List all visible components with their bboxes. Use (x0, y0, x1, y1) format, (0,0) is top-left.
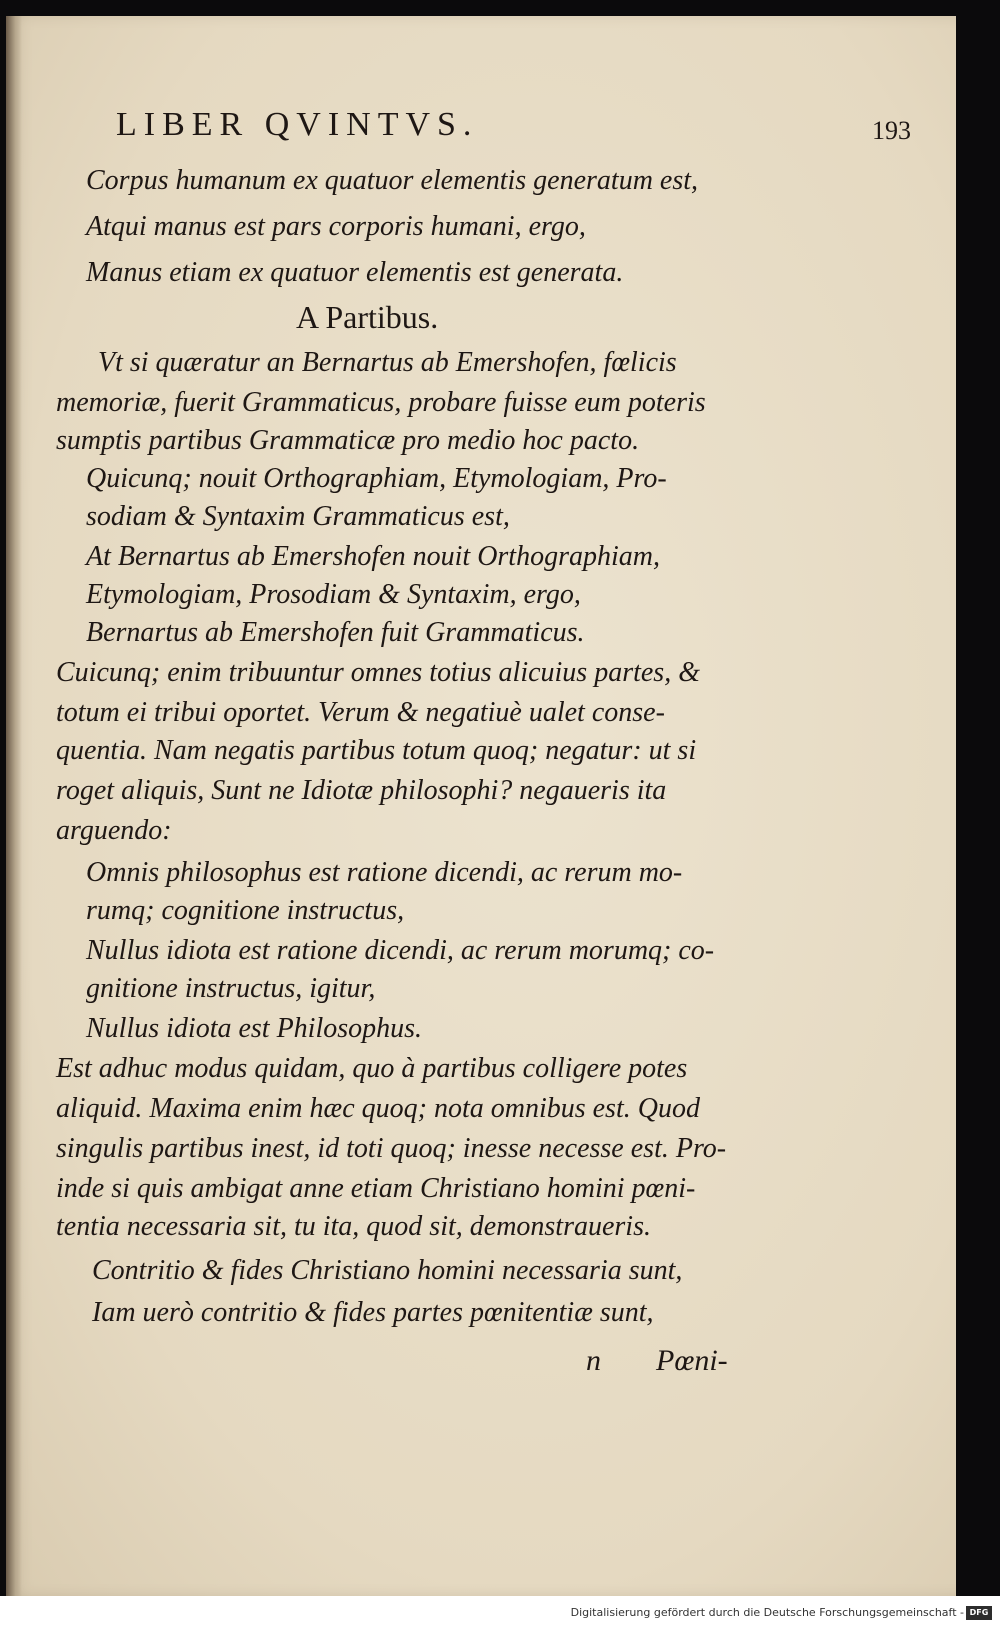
page-number: 193 (872, 116, 911, 145)
running-title: LIBER QVINTVS. (116, 106, 479, 143)
text-line: Quicunq; nouit Orthographiam, Etymologiam, Pro- (86, 463, 667, 494)
page-gutter-shadow (6, 16, 22, 1596)
text-line: sodiam & Syntaxim Grammaticus est, (86, 501, 510, 532)
text-line: Atqui manus est pars corporis humani, ergo, (86, 211, 586, 242)
section-heading: A Partibus. (296, 299, 439, 335)
text-line: inde si quis ambigat anne etiam Christiano homini pœni- (56, 1173, 696, 1204)
catchword: Pœni- (656, 1344, 728, 1377)
text-line: quentia. Nam negatis partibus totum quoq; negatur: ut si (56, 735, 697, 766)
text-line: Omnis philosophus est ratione dicendi, ac rerum mo- (86, 857, 683, 888)
text-line: Corpus humanum ex quatuor elementis generatum est, (86, 165, 699, 196)
text-line: Nullus idiota est ratione dicendi, ac rerum morumq; co- (86, 935, 715, 966)
text-line: arguendo: (56, 815, 172, 846)
text-line: Bernartus ab Emershofen fuit Grammaticus. (86, 617, 585, 648)
text-line: rumq; cognitione instructus, (86, 895, 405, 926)
text-line: Manus etiam ex quatuor elementis est generata. (86, 257, 624, 288)
text-line: Iam uerò contritio & fides partes pœnitentiæ sunt, (92, 1297, 654, 1328)
text-line: aliquid. Maxima enim hæc quoq; nota omnibus est. Quod (56, 1093, 700, 1124)
text-line: Etymologiam, Prosodiam & Syntaxim, ergo, (86, 579, 581, 610)
text-line: tentia necessaria sit, tu ita, quod sit, demonstraueris. (56, 1211, 651, 1242)
text-line: totum ei tribui oportet. Verum & negatiuè ualet conse- (56, 697, 665, 728)
text-line: Contritio & fides Christiano homini necessaria sunt, (92, 1255, 683, 1286)
text-line: Nullus idiota est Philosophus. (86, 1013, 423, 1044)
signature-mark: n (586, 1344, 601, 1377)
text-line: Vt si quæratur an Bernartus ab Emershofen, fœlicis (98, 347, 677, 378)
digitization-footer (0, 1596, 1000, 1626)
text-line: sumptis partibus Grammaticæ pro medio hoc pacto. (56, 425, 640, 456)
book-page (6, 16, 956, 1596)
text-line: Est adhuc modus quidam, quo à partibus colligere potes (56, 1053, 688, 1084)
footer-credit: Digitalisierung gefördert durch die Deutsche Forschungsgemeinschaft - (570, 1606, 964, 1619)
text-line: singulis partibus inest, id toti quoq; inesse necesse est. Pro- (56, 1133, 727, 1164)
text-line: Cuicunq; enim tribuuntur omnes totius alicuius partes, & (56, 657, 700, 688)
dfg-logo: DFG (966, 1606, 992, 1620)
text-line: memoriæ, fuerit Grammaticus, probare fuisse eum poteris (56, 387, 706, 418)
text-line: gnitione instructus, igitur, (86, 973, 376, 1004)
text-line: roget aliquis, Sunt ne Idiotæ philosophi? negaueris ita (56, 775, 667, 806)
text-line: At Bernartus ab Emershofen nouit Orthographiam, (86, 541, 660, 572)
